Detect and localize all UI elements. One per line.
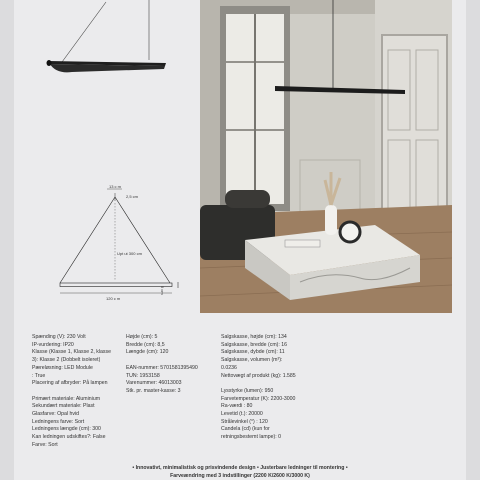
spec-line: Salgskasse, dybde (cm): 11 <box>221 349 285 356</box>
cable-offset-label: 2,5 cm <box>126 194 139 199</box>
spec-line: Nettovægt af produkt (kg): 1.585 <box>221 372 296 379</box>
spec-line: Stk. pr. master-kasse: 3 <box>126 387 181 394</box>
spec-line: Ra-værdi : 80 <box>221 403 253 410</box>
total-width-label: 120 c m <box>106 296 121 301</box>
spec-line: Ledningens længde (cm): 300 <box>32 426 101 433</box>
spec-line: Spænding (V): 230 Volt <box>32 334 86 340</box>
spec-line: Salgskasse, bredde (cm): 16 <box>221 341 288 348</box>
spec-line: Højde (cm): 5 <box>126 334 158 340</box>
spec-line: Candela (cd) (kun for <box>221 426 270 433</box>
spec-line: Placering af afbryder: På lampen <box>32 380 108 387</box>
spec-line: Farve: Sort <box>32 441 58 448</box>
spec-column-dimensions <box>126 334 198 396</box>
spec-line: Sekundært materiale: Plast <box>32 403 95 410</box>
feature-highlights: • Innovativt, minimalistisk og prisvindende design • Justerbare ledninger til montering • <box>132 465 348 471</box>
spec-line: Bredde (cm): 8,5 <box>126 341 165 348</box>
spec-line: Ledningens farve: Sort <box>32 418 85 425</box>
suspension-label: Upt ut 300 cm <box>117 251 142 256</box>
top-width-label: 13 c m <box>109 184 122 189</box>
spec-line: Glasfarve: Opal hvid <box>32 411 79 418</box>
lamp-product-sketch <box>44 0 174 80</box>
spec-column-packaging <box>221 334 296 442</box>
spec-line: : True <box>32 372 46 379</box>
spec-line: IP-vurdering: IP20 <box>32 341 74 348</box>
spec-line: Salgskasse, højde (cm): 134 <box>221 334 287 340</box>
spec-line: Længde (cm): 120 <box>126 349 169 356</box>
spec-line: 0.0236 <box>221 364 237 371</box>
spec-line: EAN-nummer: 5701581395490 <box>126 364 198 371</box>
interior-photo <box>200 0 452 313</box>
spec-line: Farvetemperatur (K): 2200-3000 <box>221 395 296 402</box>
spec-line: Varenummer: 46013003 <box>126 380 182 387</box>
dimension-lines <box>44 175 194 300</box>
spec-line: Strålevinkel (°) : 120 <box>221 418 268 425</box>
spec-line: Pæreløsning: LED Module <box>32 364 93 371</box>
color-change-note: Farveændring med 3 indstillinger (2200 K/2600 K/3000 K) <box>170 473 310 479</box>
spec-line: Klasse (Klasse 1, Klasse 2, klasse <box>32 349 112 356</box>
spec-column-electrical <box>32 334 111 450</box>
product-sheet <box>14 0 466 480</box>
spec-line: retningsbestemt lampe): 0 <box>221 434 281 441</box>
spec-line: Salgskasse, volumen (m³): <box>221 357 283 364</box>
spec-line: 3): Klasse 2 (Dobbelt isoleret) <box>32 357 101 364</box>
spec-line: Lysstyrke (lumen): 950 <box>221 387 274 394</box>
spec-line: TUN: 1953158 <box>126 372 160 379</box>
spec-line: Primært materiale: Aluminium <box>32 395 101 402</box>
spec-line: Levetid (t.): 20000 <box>221 411 263 418</box>
spec-line: Kan ledningen udskiftes?: False <box>32 434 106 441</box>
height-label: 5 cm <box>160 286 165 295</box>
